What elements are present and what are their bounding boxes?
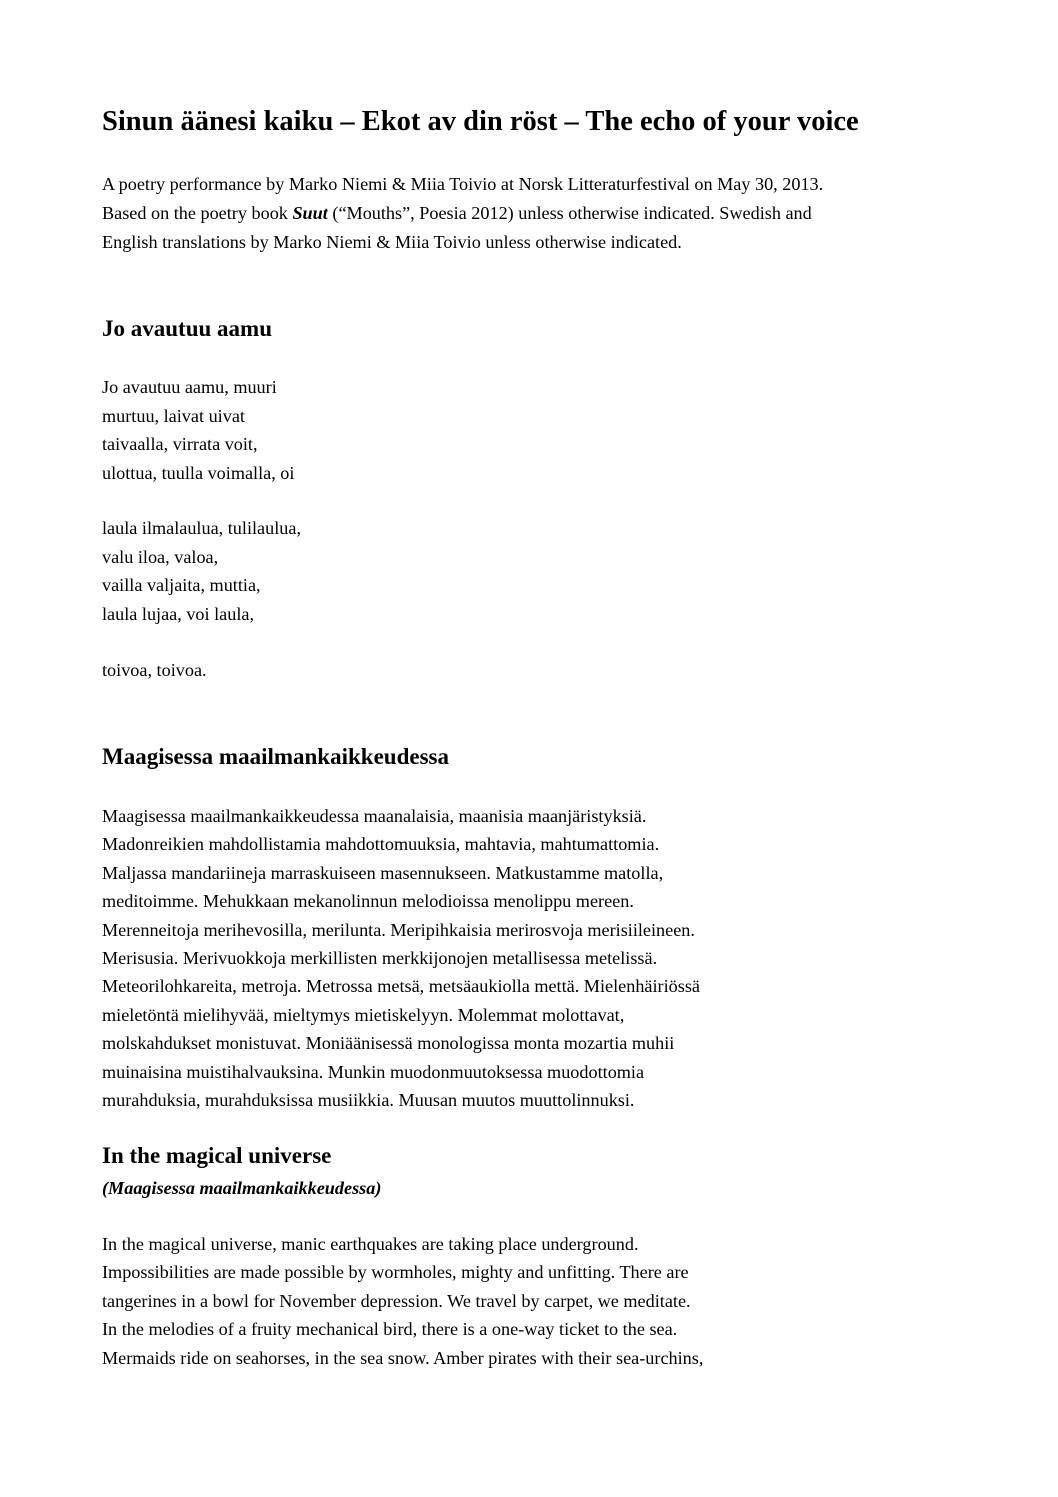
prose-line: Impossibilities are made possible by wormholes, mighty and unfitting. There are — [102, 1262, 689, 1283]
intro-paragraph — [102, 170, 823, 257]
prose-line: Maagisessa maailmankaikkeudessa maanalaisia, maanisia maanjäristyksiä. — [102, 806, 647, 826]
prose-line: Mermaids ride on seahorses, in the sea snow. Amber pirates with their sea-urchins, — [102, 1347, 704, 1368]
document-title: Sinun äänesi kaiku – Ekot av din röst – The echo of your voice — [102, 106, 859, 137]
intro-text: (“Mouths”, Poesia 2012) unless otherwise indicated. Swedish and — [327, 203, 812, 223]
prose-line: Maljassa mandariineja marraskuiseen masennukseen. Matkustamme matolla, — [102, 862, 664, 883]
prose-line: molskahdukset monistuvat. Moniäänisessä monologissa monta mozartia muhii — [102, 1033, 675, 1054]
poem-line: valu iloa, valoa, — [102, 546, 219, 567]
poem-line: murtuu, laivat uivat — [102, 405, 245, 426]
prose-line: Meteorilohkareita, metroja. Metrossa metsä, metsäaukiolla mettä. Mielenhäiriössä — [102, 976, 700, 997]
prose-line: Merenneitoja merihevosilla, merilunta. Meripihkaisia merirosvoja merisiileineen. — [102, 919, 695, 940]
prose-line: tangerines in a bowl for November depression. We travel by carpet, we meditate. — [102, 1290, 691, 1311]
poem-line: toivoa, toivoa. — [102, 660, 207, 680]
poem-line: vailla valjaita, muttia, — [102, 575, 261, 595]
prose-line: In the melodies of a fruity mechanical bird, there is a one-way ticket to the sea. — [102, 1319, 678, 1340]
poem-line: Jo avautuu aamu, muuri — [102, 377, 277, 397]
prose-line: murahduksia, murahduksissa musiikkia. Muusan muutos muuttolinnuksi. — [102, 1090, 635, 1111]
prose-line: muinaisina muistihalvauksina. Munkin muodonmuutoksessa muodottomia — [102, 1061, 645, 1082]
poem-title-maagisessa: Maagisessa maailmankaikkeudessa — [102, 744, 449, 769]
poem-stanza-3 — [102, 656, 207, 685]
poem-line: ulottua, tuulla voimalla, oi — [102, 462, 295, 483]
poem-stanza-2 — [102, 514, 301, 628]
intro-line: English translations by Marko Niemi & Miia Toivio unless otherwise indicated. — [102, 232, 682, 252]
prose-line: Merisusia. Merivuokkoja merkillisten merkkijonojen metallisessa metelissä. — [102, 948, 658, 969]
poem-stanza-1 — [102, 373, 294, 487]
book-title: Suut — [292, 203, 328, 223]
poem-prose-magical-universe — [102, 1230, 703, 1372]
poem-title-in-the-magical-universe: In the magical universe — [102, 1143, 332, 1168]
poem-line: laula lujaa, voi laula, — [102, 603, 255, 624]
prose-line: In the magical universe, manic earthquakes are taking place underground. — [102, 1234, 639, 1254]
prose-line: mieletöntä mielihyvää, mieltymys mietiskelyyn. Molemmat molottavat, — [102, 1004, 625, 1025]
prose-line: Madonreikien mahdollistamia mahdottomuuksia, mahtavia, mahtumattomia. — [102, 834, 660, 855]
intro-line: A poetry performance by Marko Niemi & Miia Toivio at Norsk Litteraturfestival on May 30, 2013. — [102, 174, 824, 194]
intro-text: Based on the poetry book — [102, 203, 293, 223]
poem-line: laula ilmalaulua, tulilaulua, — [102, 518, 301, 538]
poem-line: taivaalla, virrata voit, — [102, 434, 258, 454]
poem-subtitle: (Maagisessa maailmankaikkeudessa) — [102, 1178, 382, 1198]
intro-line — [102, 199, 823, 228]
prose-line: meditoimme. Mehukkaan mekanolinnun melodioissa menolippu mereen. — [102, 891, 634, 912]
poem-prose-maagisessa — [102, 802, 700, 1114]
poem-title-jo-avautuu-aamu: Jo avautuu aamu — [102, 316, 272, 341]
